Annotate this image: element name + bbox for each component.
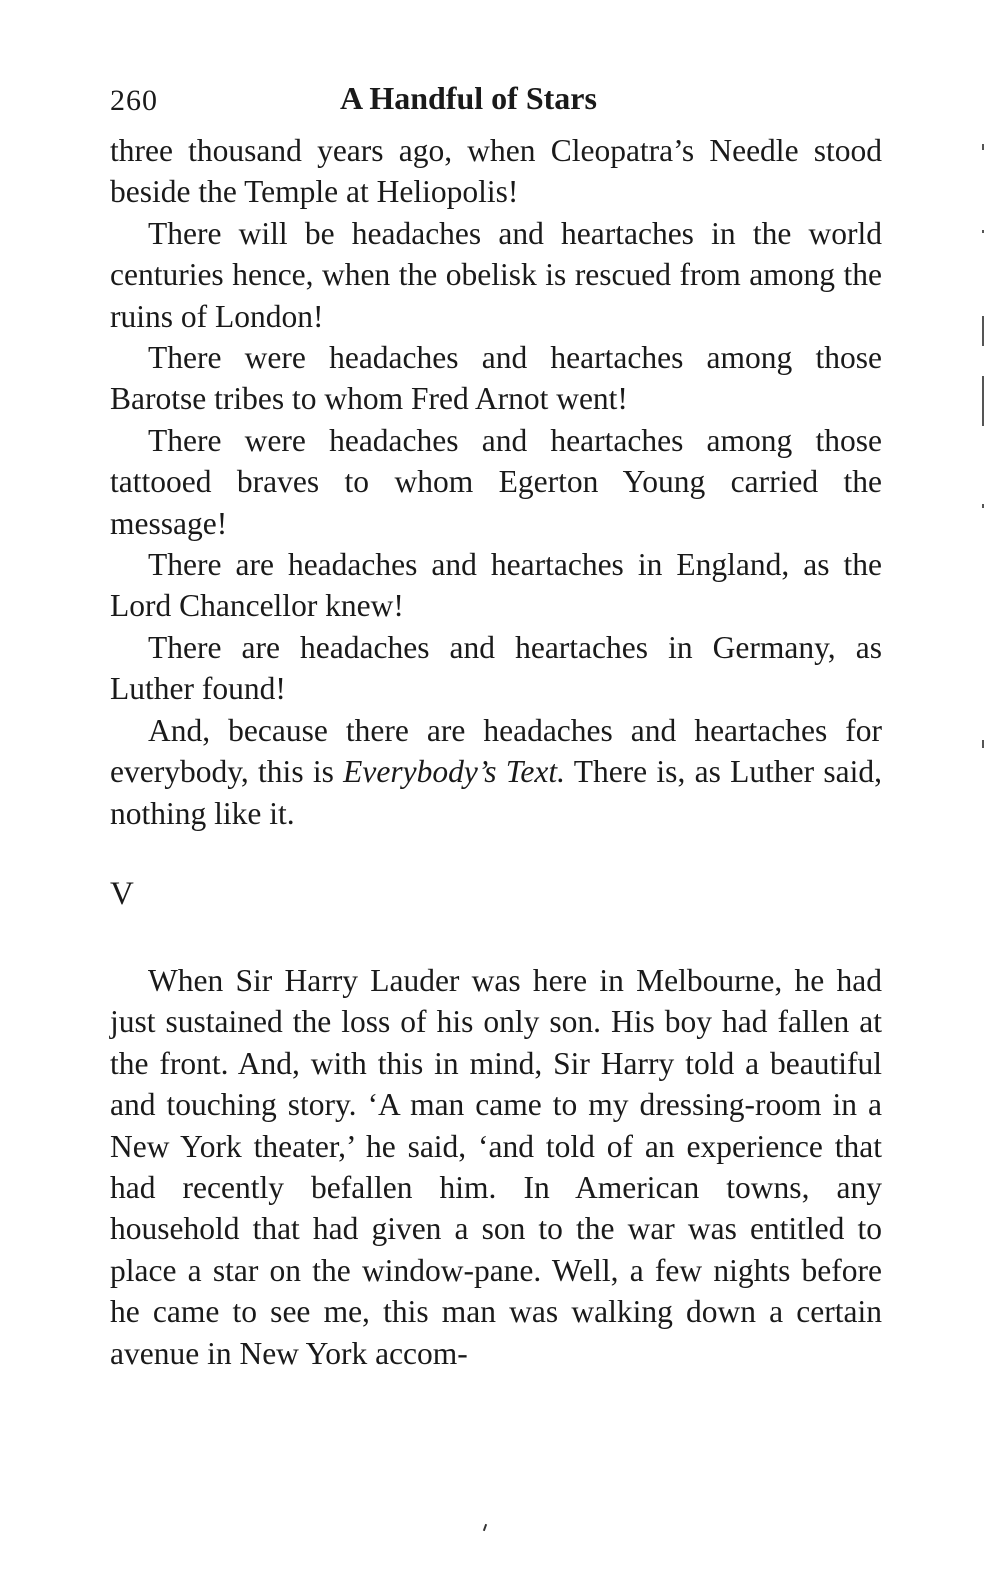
paragraph: There are headaches and heartaches in England, as the Lord Chancellor knew! xyxy=(110,547,882,624)
paragraph-text: And, because there are headaches and heartaches for everybody, this is xyxy=(110,712,882,790)
paragraph-everybodys-text xyxy=(110,710,882,834)
paragraph-continued: three thousand years ago, when Cleopatra’s Needle stood beside the Temple at Heliopolis! xyxy=(110,133,882,210)
scan-speck xyxy=(982,504,984,508)
scan-speck xyxy=(982,740,984,748)
scan-mark xyxy=(483,1524,487,1531)
scan-speck xyxy=(982,230,984,233)
book-page xyxy=(110,70,882,1374)
italic-title: Everybody’s Text. xyxy=(343,754,565,790)
running-head xyxy=(110,70,882,130)
running-title: A Handful of Stars xyxy=(340,80,597,116)
paragraph: When Sir Harry Lauder was here in Melbourne, he had just sustained the loss of his only son. His boy had fallen at the front. And, with this in mind, Sir Harry told a beautiful and touching story. ‘A man came to my dressing-room in a New York theater,’ he said, ‘and told of an experience that had recently befallen him. In American towns, any household that had given a son to the war was entitled to place a star on the window-pane. Well, a few nights before he came to see me, this man was walking down a certain avenue in New York accom- xyxy=(110,962,882,1371)
scan-speck xyxy=(982,376,984,426)
body-text xyxy=(110,130,882,1374)
scan-margin-specks xyxy=(982,140,992,780)
section-heading: V xyxy=(110,875,134,912)
paragraph: There were headaches and heartaches among those Barotse tribes to whom Fred Arnot went! xyxy=(110,340,882,417)
page-number: 260 xyxy=(110,84,158,117)
paragraph-text: There is, as Luther said, nothing like it. xyxy=(110,754,882,831)
paragraph: There were headaches and heartaches among those tattooed braves to whom Egerton Young carried the message! xyxy=(110,422,882,541)
scan-speck xyxy=(982,144,984,150)
paragraph: There will be headaches and heartaches in the world centuries hence, when the obelisk is rescued from among the ruins of London! xyxy=(110,215,882,334)
paragraph: There are headaches and heartaches in Germany, as Luther found! xyxy=(110,629,882,707)
scan-speck xyxy=(982,316,984,346)
